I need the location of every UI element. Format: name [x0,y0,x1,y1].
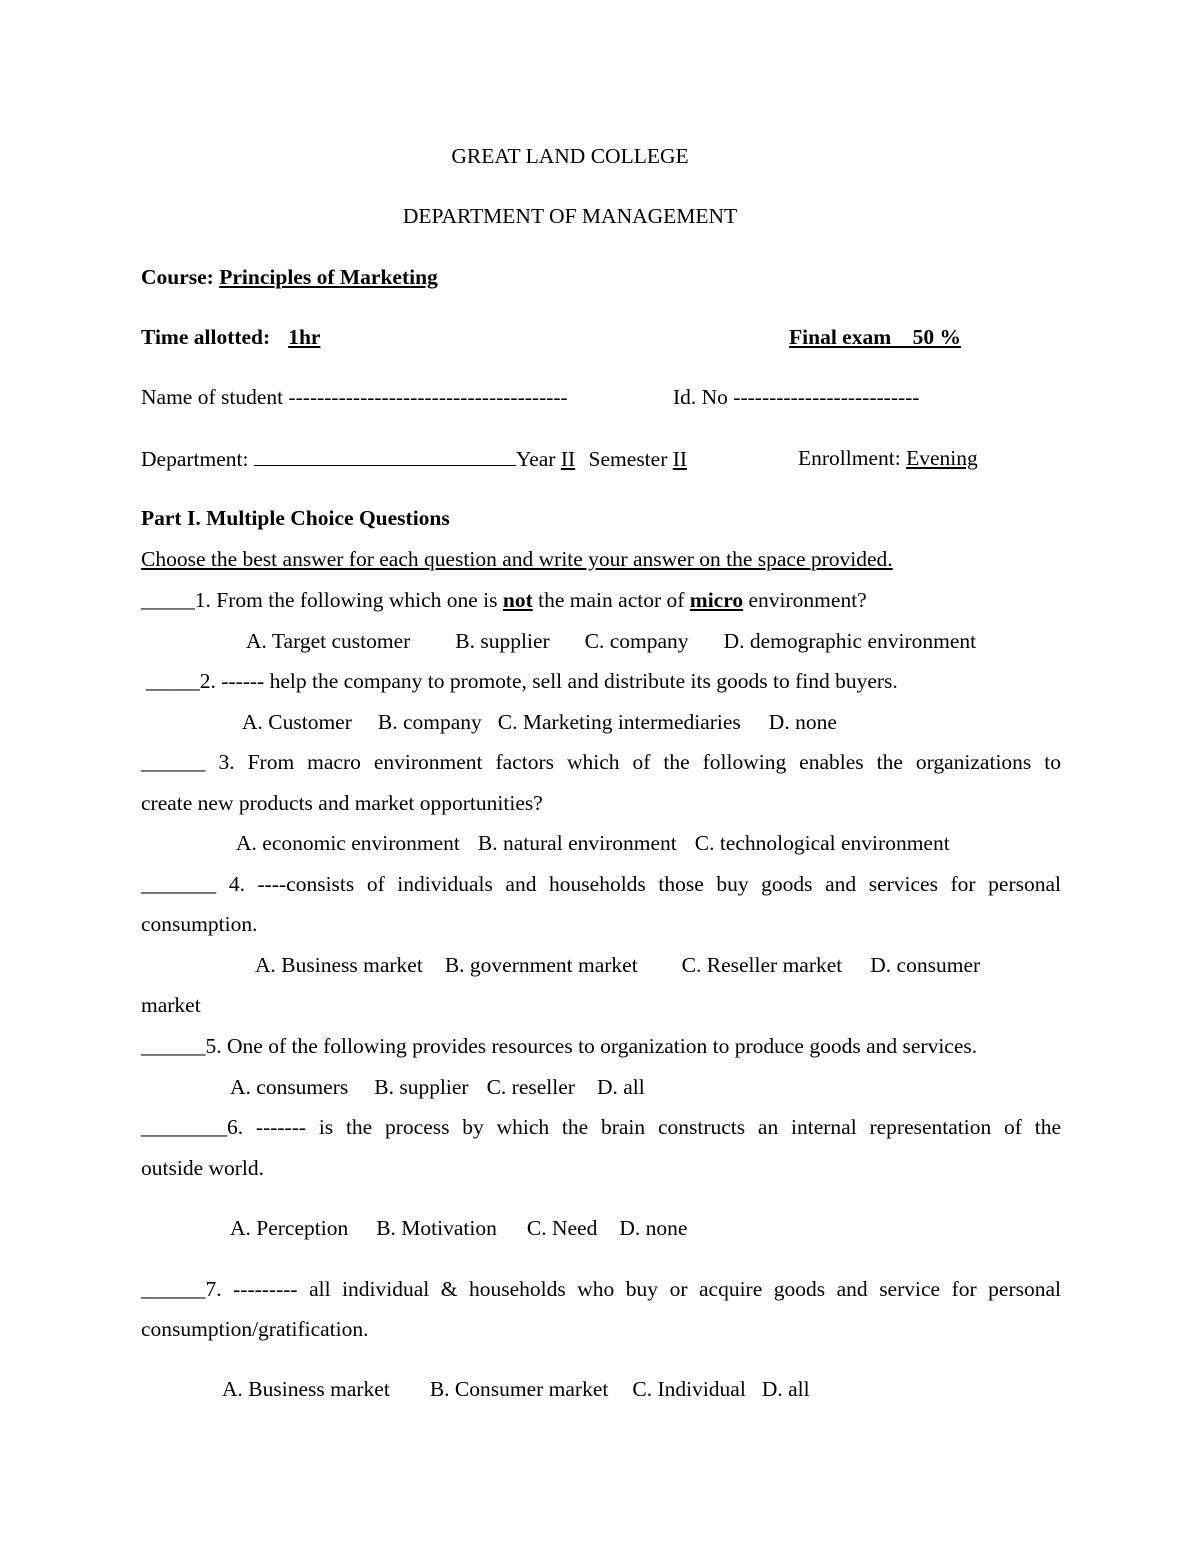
option-a: A. economic environment [236,831,460,855]
question-5 [141,1033,1061,1059]
option-c: C. Marketing intermediaries [497,710,741,734]
question-7-cont: consumption/gratification. [141,1317,369,1341]
question-6-options [230,1215,1150,1241]
answer-blank: ______ [141,1034,206,1058]
question-text: 2. ------ help the company to promote, sell and distribute its goods to find buyers. [199,669,898,693]
option-c: C. reseller [486,1075,575,1099]
option-b: B. supplier [455,629,550,653]
question-3 [141,749,1061,775]
option-a: A. consumers [230,1075,349,1099]
question-1-options [246,628,1166,654]
answer-blank: _______ [141,872,217,896]
exam-label: Final exam [789,325,892,349]
option-d: D. consumer [870,953,981,977]
question-text: 4. ----consists of individuals and households those buy goods and services for personal [216,872,1061,896]
question-text: 5. One of the following provides resources to organization to produce goods and services. [205,1034,978,1058]
student-id-line: Id. No -------------------------- [673,385,920,409]
option-b: B. government market [444,953,638,977]
option-a: A. Target customer [246,629,411,653]
part-title: Part I. Multiple Choice Questions [141,506,450,530]
option-c: C. Need [526,1216,598,1240]
year-label: Year [515,447,556,471]
answer-blank: _____ [146,669,200,693]
student-name-line: Name of student --------------------------------------- [141,385,568,409]
semester-value: II [672,447,688,471]
option-d: D. all [761,1377,810,1401]
course-line [141,264,1061,290]
option-c: C. Individual [632,1377,746,1401]
option-a: A. Business market [222,1377,390,1401]
enrollment-value: Evening [906,446,978,470]
option-c: C. Reseller market [681,953,843,977]
question-7 [141,1276,1061,1302]
enrollment-label: Enrollment: [798,446,901,470]
question-text: 1. From the following which one is [194,588,503,612]
answer-blank: ______ [141,1277,206,1301]
option-b: B. Motivation [376,1216,497,1240]
question-text: 3. From macro environment factors which of the following enables the organizations to [205,750,1061,774]
option-b: B. Consumer market [429,1377,609,1401]
option-a: A. Customer [242,710,352,734]
year-value: II [560,447,576,471]
question-2-options [242,709,1162,735]
question-7-options [222,1376,1142,1402]
semester-label: Semester [588,447,668,471]
time-value: 1hr [288,325,321,349]
question-text: environment? [743,588,867,612]
question-3-options [236,830,1156,856]
answer-blank: ________ [141,1115,227,1139]
option-d: D. none [768,710,837,734]
option-d: D. all [596,1075,645,1099]
option-d: D. none [619,1216,688,1240]
time-label: Time allotted: [141,325,271,349]
option-b: B. company [377,710,482,734]
department-blank [254,445,516,466]
question-text: 7. --------- all individual & households who buy or acquire goods and service for personal [205,1277,1061,1301]
question-4-options [255,952,1059,978]
question-4-options-cont: market [141,993,201,1017]
question-text: 6. ------- is the process by which the brain constructs an internal representation of the [227,1115,1061,1139]
option-d: D. demographic environment [723,629,977,653]
college-name: GREAT LAND COLLEGE [451,144,689,168]
option-a: A. Business market [255,953,423,977]
question-1 [141,587,1061,613]
question-6-cont: outside world. [141,1156,265,1180]
emphasis-not: not [502,588,533,612]
option-c: C. technological environment [694,831,950,855]
option-b: B. natural environment [477,831,677,855]
exam-value: 50 % [912,325,961,349]
course-label: Course: [141,265,214,289]
option-b: B. supplier [374,1075,469,1099]
question-2 [146,668,1066,694]
question-6 [141,1114,1061,1140]
answer-blank: _____ [141,588,195,612]
department-name: DEPARTMENT OF MANAGEMENT [402,204,738,228]
answer-blank: ______ [141,750,206,774]
question-text: the main actor of [532,588,690,612]
question-4 [141,871,1061,897]
exam-weight [789,324,1089,350]
instructions: Choose the best answer for each question and write your answer on the space provided. [141,547,893,571]
emphasis-micro: micro [689,588,744,612]
option-a: A. Perception [230,1216,349,1240]
department-label: Department: [141,447,249,471]
question-4-cont: consumption. [141,912,258,936]
enrollment-line [798,445,1098,471]
option-c: C. company [584,629,689,653]
question-5-options [230,1074,1150,1100]
course-value: Principles of Marketing [219,265,438,289]
question-3-cont: create new products and market opportunities? [141,791,543,815]
